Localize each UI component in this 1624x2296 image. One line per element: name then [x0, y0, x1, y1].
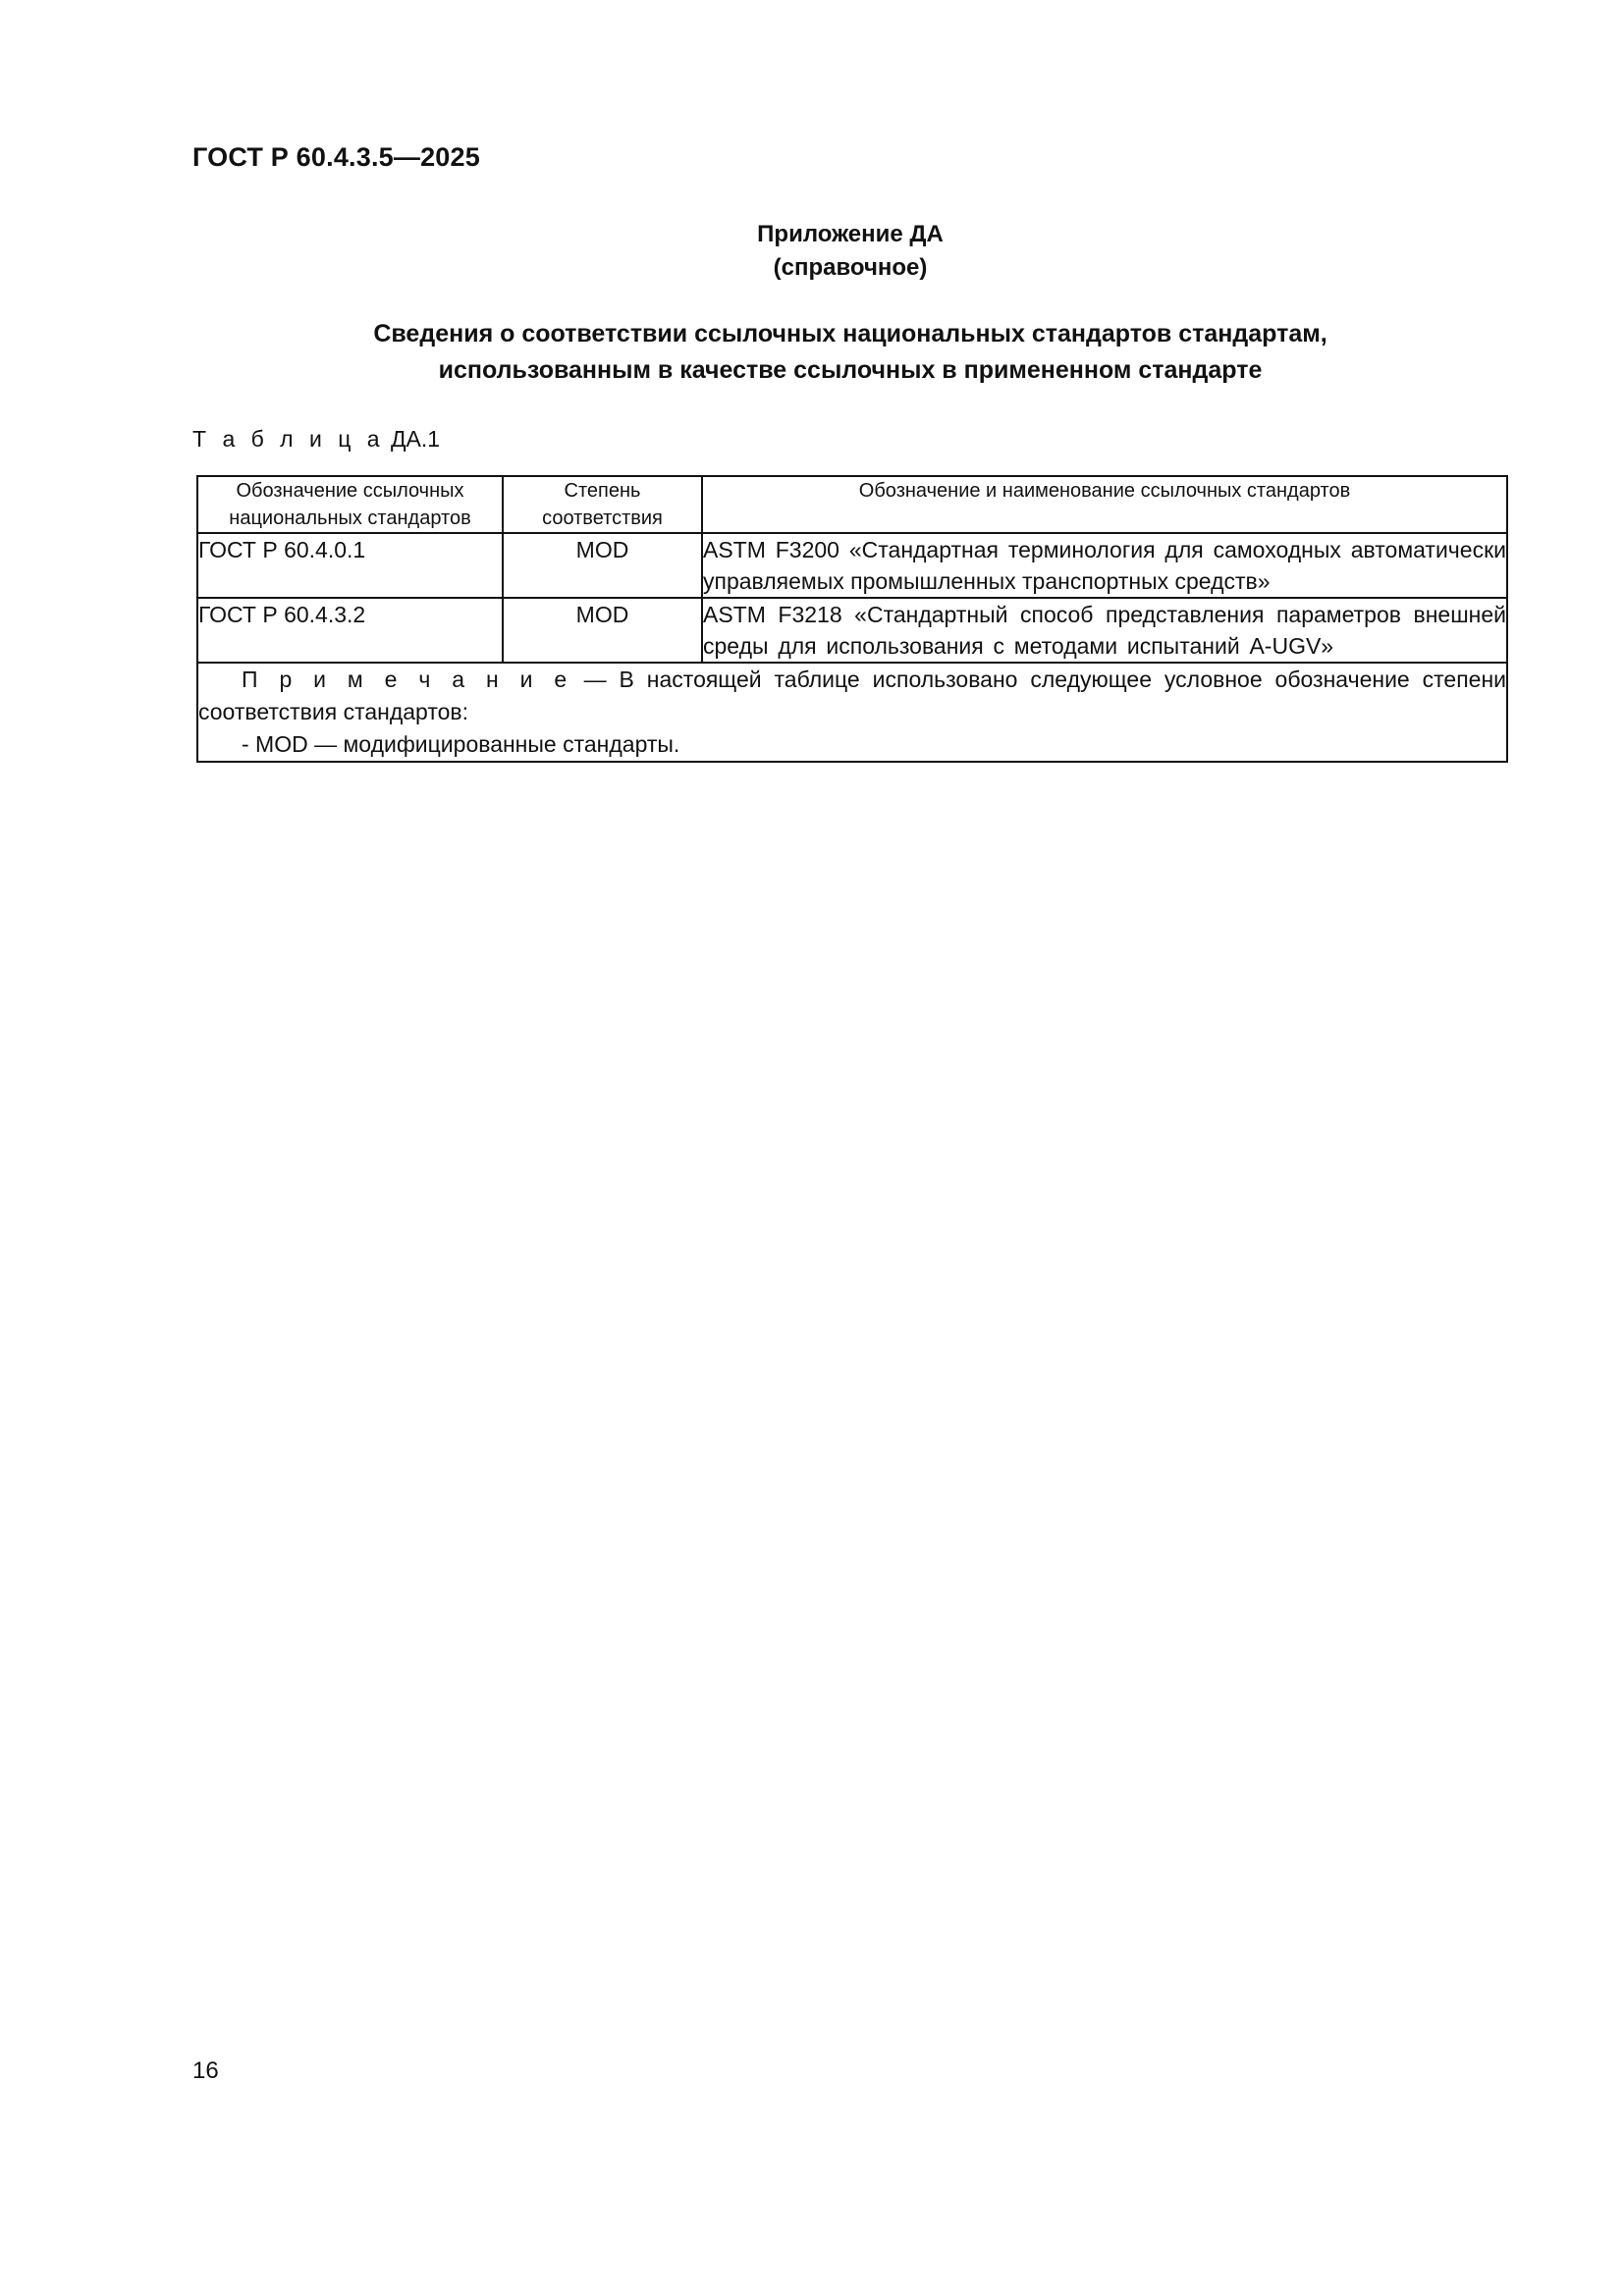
table-note: [197, 663, 1507, 762]
column-header-reference-standard-line-2: национальных стандартов: [229, 507, 471, 529]
column-header-referenced-standard-line-1: Обозначение и наименование ссылочных стандартов: [858, 480, 1351, 502]
cell-conformity-degree: MOD: [503, 533, 702, 598]
cell-reference-standard: ГОСТ Р 60.4.3.2: [197, 598, 503, 663]
annex-kind: (справочное): [773, 254, 928, 281]
annex-title-block: [192, 218, 1508, 285]
column-header-reference-standard: [197, 476, 503, 533]
cell-reference-standard: ГОСТ Р 60.4.0.1: [197, 533, 503, 598]
column-header-conformity-degree: [503, 476, 702, 533]
column-header-conformity-degree-line-1: Степень: [564, 480, 641, 502]
table-note-dash: —: [583, 667, 607, 692]
table-note-row: [197, 663, 1507, 762]
cell-referenced-standard: [702, 598, 1507, 663]
table-note-paragraph: [198, 664, 1506, 728]
document-header-standard-id: ГОСТ Р 60.4.3.5—2025: [192, 142, 480, 172]
table-caption-label: Т а б л и ц а: [192, 426, 385, 452]
table-caption: [192, 426, 440, 453]
table-caption-number: ДА.1: [390, 426, 441, 452]
page-number: 16: [192, 2057, 219, 2084]
cell-referenced-standard: [702, 533, 1507, 598]
annex-heading-line-2: использованным в качестве ссылочных в примененном стандарте: [438, 356, 1263, 384]
annex-name: Приложение ДА: [757, 221, 944, 247]
table-row: [197, 533, 1507, 598]
annex-heading: [192, 316, 1508, 389]
table-header-row: [197, 476, 1507, 533]
column-header-reference-standard-line-1: Обозначение ссылочных: [236, 480, 464, 502]
table-note-item: - MOD — модифицированные стандарты.: [242, 731, 680, 757]
table-row: [197, 598, 1507, 663]
cell-conformity-degree: MOD: [503, 598, 702, 663]
column-header-conformity-degree-line-2: соответствия: [542, 507, 663, 529]
annex-heading-line-1: Сведения о соответствии ссылочных национальных стандартов стандартам,: [373, 320, 1327, 347]
table-note-body: В настоящей таблице использовано следующее условное обозначение степени соответствия стандартов:: [198, 667, 1506, 724]
cell-referenced-standard-text: ASTM F3218 «Стандартный способ представления параметров внешней среды для использования с методами испытаний A-UGV»: [703, 602, 1506, 659]
cell-referenced-standard-text: ASTM F3200 «Стандартная терминология для самоходных автоматически управляемых промышленных транспортных средств»: [703, 537, 1506, 594]
table-note-label: П р и м е ч а н и е: [242, 667, 571, 692]
column-header-referenced-standard: [702, 476, 1507, 533]
reference-standards-table: [196, 475, 1508, 763]
